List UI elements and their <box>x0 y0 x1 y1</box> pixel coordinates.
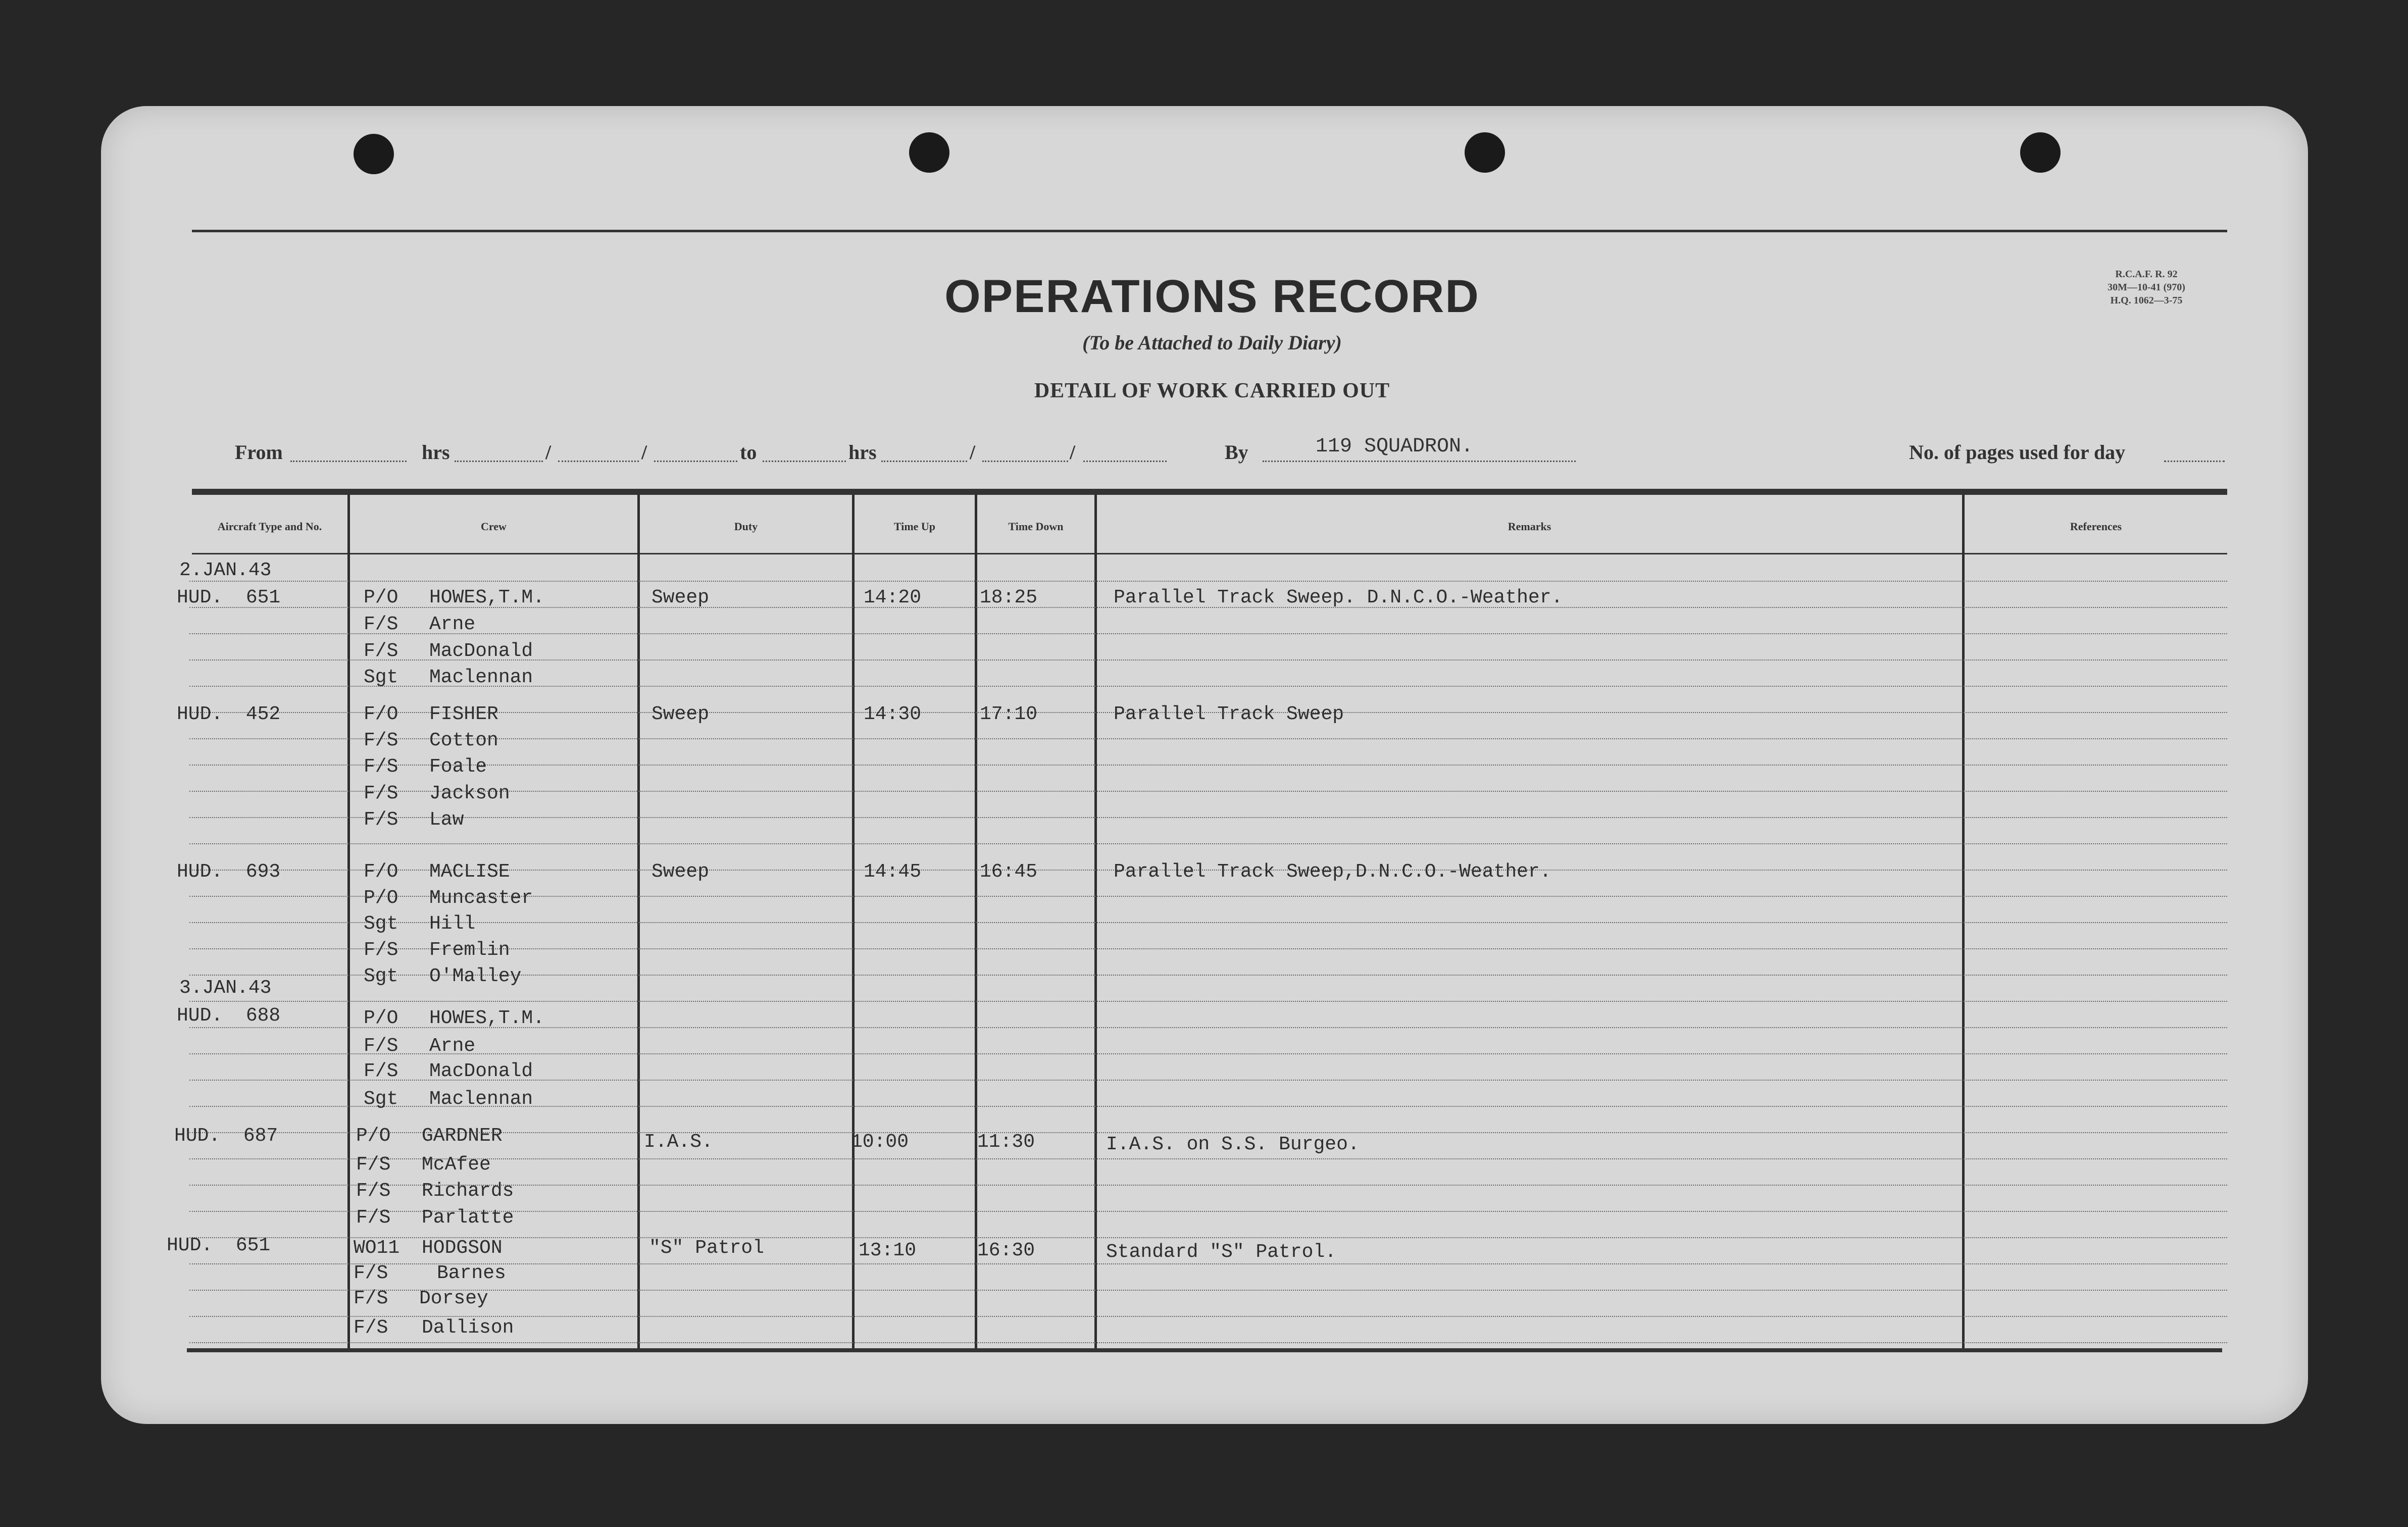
crew-rank: F/S <box>356 1154 391 1176</box>
crew-name: FISHER <box>429 703 498 725</box>
page-subtitle: (To be Attached to Daily Diary) <box>1082 331 1342 354</box>
pages-blank <box>2164 461 2225 462</box>
form-reference-line: H.Q. 1062—3-75 <box>2110 295 2183 306</box>
crew-name: Fremlin <box>429 939 510 961</box>
crew-rank: P/O <box>364 887 398 909</box>
table-top-rule <box>192 489 2227 495</box>
time-up: 14:30 <box>864 703 922 725</box>
entry-date: 2.JAN.43 <box>179 559 272 581</box>
ruled-line <box>189 1001 2227 1002</box>
crew-rank: F/S <box>364 1035 398 1057</box>
to-year-blank <box>1083 461 1167 462</box>
column-divider <box>1094 495 1097 1348</box>
crew-rank: F/S <box>354 1317 388 1339</box>
crew-rank: F/S <box>356 1207 391 1229</box>
crew-name: Law <box>429 809 464 831</box>
col-crew: Crew <box>481 520 507 533</box>
slash: / <box>641 441 647 464</box>
crew-name: Richards <box>422 1180 514 1202</box>
crew-name: Arne <box>429 1035 476 1057</box>
time-down: 17:10 <box>980 703 1038 725</box>
crew-name: HODGSON <box>422 1237 503 1259</box>
crew-name: Maclennan <box>429 667 533 688</box>
time-down: 18:25 <box>980 587 1038 608</box>
crew-rank: P/O <box>356 1125 391 1147</box>
by-label: By <box>1225 441 1248 464</box>
slash: / <box>970 441 976 464</box>
top-rule <box>192 230 2227 232</box>
column-divider <box>975 495 977 1348</box>
crew-rank: F/S <box>364 783 398 804</box>
from-year-blank <box>654 461 737 462</box>
crew-rank: F/S <box>364 756 398 778</box>
time-up: 13:10 <box>859 1240 917 1261</box>
time-down: 16:45 <box>980 861 1038 883</box>
squadron-value: 119 SQUADRON. <box>1316 435 1474 458</box>
crew-name: Hill <box>429 913 476 935</box>
remarks: Parallel Track Sweep. D.N.C.O.-Weather. <box>1114 587 1563 608</box>
crew-name: MacDonald <box>429 640 533 662</box>
crew-name: Jackson <box>429 783 510 804</box>
table-bottom-rule <box>187 1348 2222 1352</box>
crew-rank: P/O <box>364 587 398 608</box>
crew-name: Dorsey <box>419 1288 488 1309</box>
crew-name: Muncaster <box>429 887 533 909</box>
column-divider <box>637 495 640 1348</box>
form-reference-line: R.C.A.F. R. 92 <box>2115 269 2178 280</box>
ruled-line <box>189 581 2227 582</box>
form-reference-line: 30M—10-41 (970) <box>2108 282 2185 293</box>
crew-name: Maclennan <box>429 1088 533 1110</box>
time-up: 10:00 <box>851 1131 909 1153</box>
crew-rank: F/S <box>364 640 398 662</box>
crew-name: McAfee <box>422 1154 491 1176</box>
ruled-line <box>189 922 2227 923</box>
to-date-blank <box>982 461 1068 462</box>
ruled-line <box>189 765 2227 766</box>
crew-rank: F/S <box>364 1060 398 1082</box>
crew-name: Cotton <box>429 730 498 751</box>
crew-name: Barnes <box>437 1262 506 1284</box>
crew-rank: F/S <box>364 730 398 751</box>
col-references: References <box>2070 520 2122 533</box>
crew-rank: Sgt <box>364 667 398 688</box>
ruled-line <box>189 1290 2227 1291</box>
duty: Sweep <box>651 587 710 608</box>
detail-heading: DETAIL OF WORK CARRIED OUT <box>1034 379 1390 402</box>
aircraft-number: HUD. 688 <box>177 1005 281 1027</box>
crew-rank: F/O <box>364 703 398 725</box>
page-title: OPERATIONS RECORD <box>944 271 1480 322</box>
ruled-line <box>189 1342 2227 1343</box>
ruled-line <box>189 843 2227 844</box>
from-hrs-blank <box>455 461 543 462</box>
to-blank <box>763 461 846 462</box>
crew-rank: Sgt <box>364 913 398 935</box>
crew-rank: F/S <box>364 809 398 831</box>
remarks: I.A.S. on S.S. Burgeo. <box>1106 1134 1360 1155</box>
remarks: Parallel Track Sweep,D.N.C.O.-Weather. <box>1114 861 1551 883</box>
crew-name: Dallison <box>422 1317 514 1339</box>
form-reference <box>2071 268 2222 307</box>
remarks: Standard "S" Patrol. <box>1106 1241 1337 1263</box>
crew-rank: P/O <box>364 1007 398 1029</box>
punch-hole <box>1465 132 1505 173</box>
ruled-line <box>189 1158 2227 1159</box>
crew-name: MACLISE <box>429 861 510 883</box>
crew-name: Arne <box>429 614 476 635</box>
aircraft-number: HUD. 693 <box>177 861 281 883</box>
punch-hole <box>354 134 394 174</box>
from-blank <box>290 461 407 462</box>
duty: Sweep <box>651 703 710 725</box>
crew-name: Parlatte <box>422 1207 514 1229</box>
crew-name: HOWES,T.M. <box>429 587 545 608</box>
crew-rank: Sgt <box>364 965 398 987</box>
col-duty: Duty <box>734 520 758 533</box>
from-label: From <box>235 441 283 464</box>
time-down: 16:30 <box>977 1240 1035 1261</box>
punch-hole <box>2020 132 2061 173</box>
time-up: 14:45 <box>864 861 922 883</box>
to-hrs-blank <box>881 461 967 462</box>
crew-rank: F/S <box>364 614 398 635</box>
ruled-line <box>189 1053 2227 1054</box>
crew-name: O'Malley <box>429 965 522 987</box>
hrs-label: hrs <box>422 441 450 464</box>
crew-rank: F/S <box>356 1180 391 1202</box>
pages-label: No. of pages used for day <box>1909 441 2126 464</box>
ruled-line <box>189 633 2227 634</box>
from-date-blank <box>558 461 639 462</box>
crew-rank: WO11 <box>354 1237 400 1259</box>
to-label: to <box>740 441 757 464</box>
by-blank <box>1263 461 1576 462</box>
slash: / <box>545 441 551 464</box>
crew-name: GARDNER <box>422 1125 503 1147</box>
hrs-label: hrs <box>848 441 877 464</box>
aircraft-number: HUD. 452 <box>177 703 281 725</box>
remarks: Parallel Track Sweep <box>1114 703 1344 725</box>
entry-date: 3.JAN.43 <box>179 977 272 999</box>
crew-name: MacDonald <box>429 1060 533 1082</box>
ruled-line <box>189 817 2227 818</box>
duty: Sweep <box>651 861 710 883</box>
duty: "S" Patrol <box>649 1237 765 1259</box>
crew-name: Foale <box>429 756 487 778</box>
aircraft-number: HUD. 651 <box>177 587 281 608</box>
time-down: 11:30 <box>977 1131 1035 1153</box>
crew-rank: F/S <box>364 939 398 961</box>
header-divider <box>192 553 2227 554</box>
column-divider <box>1962 495 1965 1348</box>
col-aircraft: Aircraft Type and No. <box>217 520 322 533</box>
column-divider <box>852 495 855 1348</box>
crew-name: HOWES,T.M. <box>429 1007 545 1029</box>
punch-hole <box>909 132 949 173</box>
time-up: 14:20 <box>864 587 922 608</box>
crew-rank: F/S <box>354 1288 388 1309</box>
col-remarks: Remarks <box>1508 520 1551 533</box>
crew-rank: Sgt <box>364 1088 398 1110</box>
crew-rank: F/S <box>354 1262 388 1284</box>
column-divider <box>347 495 350 1348</box>
crew-rank: F/O <box>364 861 398 883</box>
col-time-down: Time Down <box>1008 520 1064 533</box>
aircraft-number: HUD. 687 <box>174 1125 278 1147</box>
duty: I.A.S. <box>644 1131 713 1153</box>
aircraft-number: HUD. 651 <box>167 1235 271 1256</box>
slash: / <box>1070 441 1076 464</box>
col-time-up: Time Up <box>893 520 936 533</box>
